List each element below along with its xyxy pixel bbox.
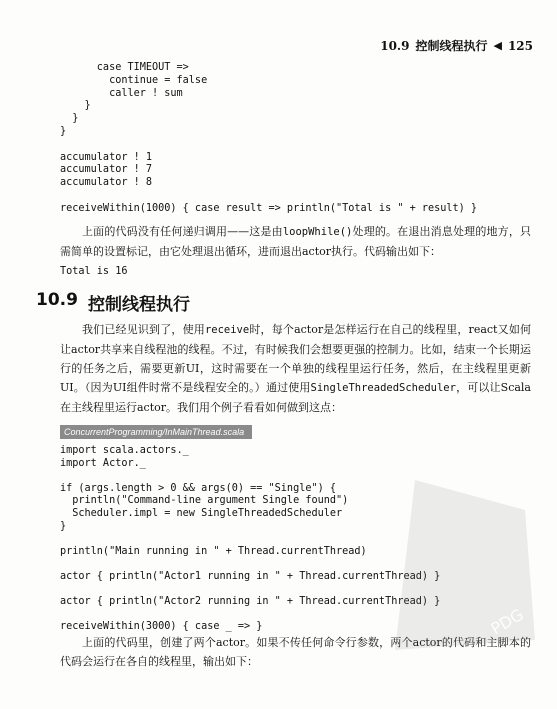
code-line: actor { println("Actor1 running in " + Thread.currentThread) } bbox=[60, 570, 441, 582]
code-line: Scheduler.impl = new SingleThreadedScheduler bbox=[60, 507, 343, 519]
para2-text-c: ，可以让Scala在主线程里运行actor。我们用个例子看看如何做到这点： bbox=[60, 381, 531, 414]
code-line: } bbox=[60, 113, 79, 125]
paragraph-two-actors: 上面的代码里，创建了两个actor。如果不传任何命令行参数，两个actor的代码和主脚本的代码会运行在各自的线程里，输出如下： bbox=[60, 636, 531, 668]
code-line: import Actor._ bbox=[60, 457, 146, 469]
code-line bbox=[60, 139, 477, 152]
code-line: accumulator ! 7 bbox=[60, 164, 153, 176]
para2-text-a: 我们已经见识到了，使用 bbox=[82, 323, 205, 336]
code-line: import scala.actors._ bbox=[60, 445, 189, 456]
header-section-title: 控制线程执行 bbox=[415, 39, 488, 53]
section-title: 控制线程执行 bbox=[87, 295, 190, 315]
para2-code-receive: receive bbox=[204, 324, 250, 336]
code-line: if (args.length > 0 && args(0) == "Single") { bbox=[60, 482, 337, 494]
para2-text-b: 时，每个actor是怎样运行在自己的线程里，react又如何让actor共享来自线程池的线程。不过，有时候我们会想要更强的控制力。比如，结束一个长期运行的任务之后，需要更新UI，这时需要在一个单独的线程里运行任务，然后，在主线程里更新UI。（因为UI组件时常不是线程安全的。）通过使用 bbox=[60, 323, 531, 394]
page-number: 125 bbox=[507, 38, 533, 53]
file-path-label: ConcurrentProgramming/InMainThread.scala bbox=[60, 425, 252, 439]
header-section-number: 10.9 bbox=[380, 38, 410, 53]
section-heading bbox=[36, 290, 190, 315]
triangle-left-icon: ◀ bbox=[493, 39, 502, 52]
code-line: } bbox=[60, 100, 91, 112]
paragraph-receive-scheduler bbox=[60, 320, 531, 417]
para1-code-loopwhile: loopWhile() bbox=[282, 226, 353, 238]
code-line: } bbox=[60, 520, 67, 532]
watermark-text: PDG bbox=[487, 604, 527, 639]
watermark-stamp bbox=[375, 470, 545, 660]
code-line: accumulator ! 1 bbox=[60, 151, 153, 163]
output-total: Total is 16 bbox=[60, 266, 128, 277]
code-line: actor { println("Actor2 running in " + Thread.currentThread) } bbox=[60, 596, 441, 608]
para1-text-a: 上面的代码没有任何递归调用——这是由 bbox=[82, 225, 283, 238]
code-line: receiveWithin(1000) { case result => println("Total is " + result) } bbox=[60, 202, 478, 214]
code-line: } bbox=[60, 125, 67, 137]
code-line: continue = false bbox=[60, 74, 208, 86]
code-line: println("Main running in " + Thread.currentThread) bbox=[60, 545, 367, 557]
code-line: caller ! sum bbox=[60, 87, 183, 99]
section-number: 10.9 bbox=[36, 290, 78, 310]
code-line: println("Command-line argument Single found") bbox=[60, 495, 349, 507]
code-block-accumulator bbox=[60, 62, 477, 216]
paragraph-loopwhile bbox=[60, 222, 531, 261]
code-line: accumulator ! 8 bbox=[60, 177, 153, 189]
code-line: case TIMEOUT => bbox=[60, 62, 189, 73]
para1-text-b: 处理的。在退出消息处理的地方，只需简单的设置标记，由它处理退出循环，进而退出actor执行。代码输出如下： bbox=[60, 225, 532, 258]
running-header bbox=[380, 37, 533, 54]
code-line bbox=[60, 190, 477, 203]
para2-code-scheduler: SingleThreadedScheduler bbox=[310, 382, 456, 394]
code-line: receiveWithin(3000) { case _ => } bbox=[60, 621, 263, 633]
